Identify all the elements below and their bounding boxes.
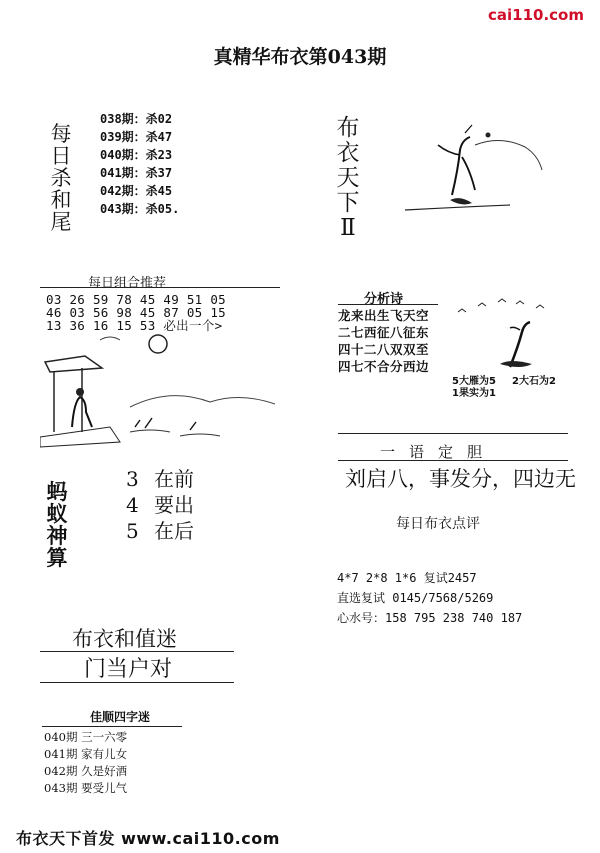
label-char: 神	[46, 523, 68, 548]
four-char-row: 042期 久是好酒	[44, 764, 128, 778]
poem-title: 分析诗	[364, 292, 404, 307]
combo-line: 46 03 56 98 45 87 05 15	[46, 305, 226, 320]
dianping-line: 心水号：158 795 238 740 187	[337, 611, 523, 625]
tail-kill-row: 041期：杀37	[100, 166, 173, 180]
dancer-sketch-illustration	[400, 115, 550, 215]
footer-text[interactable]: 布衣天下首发 www.cai110.com	[16, 829, 280, 848]
combo-line: 03 26 59 78 45 49 51 05	[46, 292, 226, 307]
combo-line: 13 36 16 15 53 必出一个>	[46, 318, 223, 333]
label-char: 算	[46, 545, 68, 570]
tail-kill-row: 040期：杀23	[100, 148, 173, 162]
label-char: 蚁	[46, 501, 68, 526]
yiyu-text: 刘启八，事发分，四边无	[345, 467, 576, 491]
label-char: 布	[336, 115, 360, 141]
poem-caption: 2大石为2	[512, 376, 556, 387]
label-char: Ⅱ	[340, 215, 356, 241]
divider	[40, 287, 280, 288]
dianping-lines	[337, 568, 522, 628]
dianping-line: 直选复试 0145/7568/5269	[337, 591, 494, 605]
poem-caption: 5大雁为5	[452, 376, 496, 387]
combo-numbers	[46, 293, 226, 332]
label-char: 下	[336, 190, 360, 216]
label-char: 蚂	[46, 479, 68, 504]
four-char-row: 043期 要受儿气	[44, 781, 128, 795]
label-char: 天	[336, 165, 360, 191]
poem-line: 二七西征八征东	[338, 325, 430, 340]
ant-num: 3	[126, 467, 139, 491]
label-char: 日	[50, 144, 72, 168]
ant-num: 4	[126, 493, 139, 517]
ant-rows	[126, 466, 194, 544]
geese-rocks-illustration	[450, 292, 580, 372]
label-char: 衣	[336, 140, 360, 166]
tail-kill-list	[100, 110, 179, 218]
ant-text: 在后	[154, 519, 194, 543]
tail-kill-row: 038期：杀02	[100, 112, 173, 126]
label-char: 和	[50, 188, 72, 212]
four-char-list	[44, 729, 127, 797]
dianping-line: 4*7 2*8 1*6 复试2457	[337, 571, 477, 585]
divider	[42, 726, 182, 727]
buyi-tianxia-label	[335, 116, 361, 241]
poem-line: 龙来出生飞天空	[338, 308, 430, 323]
tail-kill-row: 043期：杀05.	[100, 202, 180, 216]
label-char: 尾	[50, 210, 72, 234]
label-char: 杀	[50, 166, 72, 190]
dianping-title: 每日布衣点评	[396, 516, 480, 532]
buyi-mi-answer: 门当户对	[84, 657, 173, 682]
ant-num: 5	[126, 519, 139, 543]
yiyu-title: 一语定胆	[380, 443, 497, 461]
poem-lines	[338, 307, 429, 375]
page-title: 真精华布衣第043期	[213, 46, 387, 68]
pavilion-landscape-illustration	[40, 332, 280, 452]
tail-kill-row: 042期：杀45	[100, 184, 173, 198]
four-char-row: 041期 家有儿女	[44, 747, 128, 761]
four-char-title: 佳顺四字迷	[90, 710, 151, 724]
poem-line: 四七不合分西边	[338, 359, 430, 374]
divider	[338, 460, 568, 461]
tail-kill-label	[48, 123, 74, 233]
divider	[338, 304, 438, 305]
divider	[338, 433, 568, 434]
ant-text: 要出	[154, 493, 194, 517]
poem-caption: 1果实为1	[452, 388, 496, 399]
label-char: 每	[50, 122, 72, 146]
poem-line: 四十二八双双至	[338, 342, 430, 357]
ant-text: 在前	[154, 467, 194, 491]
ant-label	[44, 481, 70, 569]
combo-title: 每日组合推荐	[88, 276, 167, 291]
four-char-row: 040期 三一六零	[44, 730, 128, 744]
buyi-mi-title: 布衣和值迷	[72, 627, 177, 651]
ant-row	[126, 518, 194, 544]
divider	[40, 682, 234, 683]
ant-row	[126, 492, 194, 518]
site-logo-text[interactable]: cai110.com	[488, 6, 584, 24]
tail-kill-row: 039期：杀47	[100, 130, 173, 144]
ant-row	[126, 466, 194, 492]
